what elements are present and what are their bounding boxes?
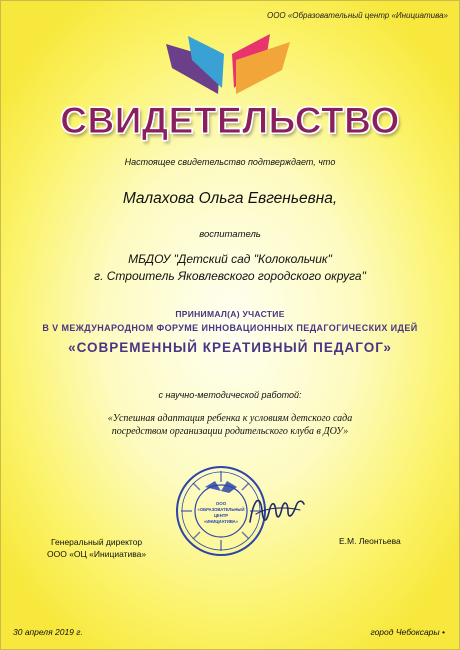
organization-header: ООО «Образовательный центр «Инициатива»	[266, 11, 448, 20]
recipient-name: Малахова Ольга Евгеньевна,	[122, 190, 338, 207]
director-title	[47, 536, 146, 560]
issue-date: 30 апреля 2019 г.	[13, 627, 83, 637]
open-book-logo-icon	[158, 30, 298, 106]
handwritten-signature-icon	[244, 488, 306, 532]
director-title-line-2: ООО «ОЦ «Инициатива»	[47, 549, 147, 559]
institution-line-1: МБДОУ "Детский сад "Колокольчик"	[128, 252, 332, 266]
signer-name: Е.М. Леонтьева	[339, 536, 401, 546]
participation-label: ПРИНИМАЛ(А) УЧАСТИЕ	[175, 309, 285, 319]
stamp-line-3: ЦЕНТР	[213, 513, 229, 518]
work-title-line-2: посредством организации родительского клуба в ДОУ»	[111, 426, 349, 437]
method-intro: с научно-методической работой:	[158, 390, 302, 400]
work-title-line-1: «Успешная адаптация ребенка к условиям детского сада	[107, 413, 353, 424]
award-title: «СОВРЕМЕННЫЙ КРЕАТИВНЫЙ ПЕДАГОГ»	[68, 340, 392, 355]
certificate-title: СВИДЕТЕЛЬСТВО	[60, 100, 400, 141]
institution-line-2: г. Строитель Яковлевского городского округа"	[94, 269, 366, 283]
recipient-position: воспитатель	[199, 229, 261, 240]
stamp-line-4: «ИНИЦИАТИВА»	[204, 519, 238, 524]
issue-city: город Чебоксары •	[370, 627, 445, 637]
work-title	[0, 412, 460, 438]
confirmation-text: Настоящее свидетельство подтверждает, что	[124, 157, 336, 167]
stamp-line-2: «ОБРАЗОВАТЕЛЬНЫЙ	[197, 507, 245, 512]
director-title-line-1: Генеральный директор	[50, 537, 143, 547]
stamp-line-1: ООО	[215, 501, 227, 506]
forum-name: В V МЕЖДУНАРОДНОМ ФОРУМЕ ИННОВАЦИОННЫХ ПЕДАГОГИЧЕСКИХ ИДЕЙ	[42, 323, 418, 333]
